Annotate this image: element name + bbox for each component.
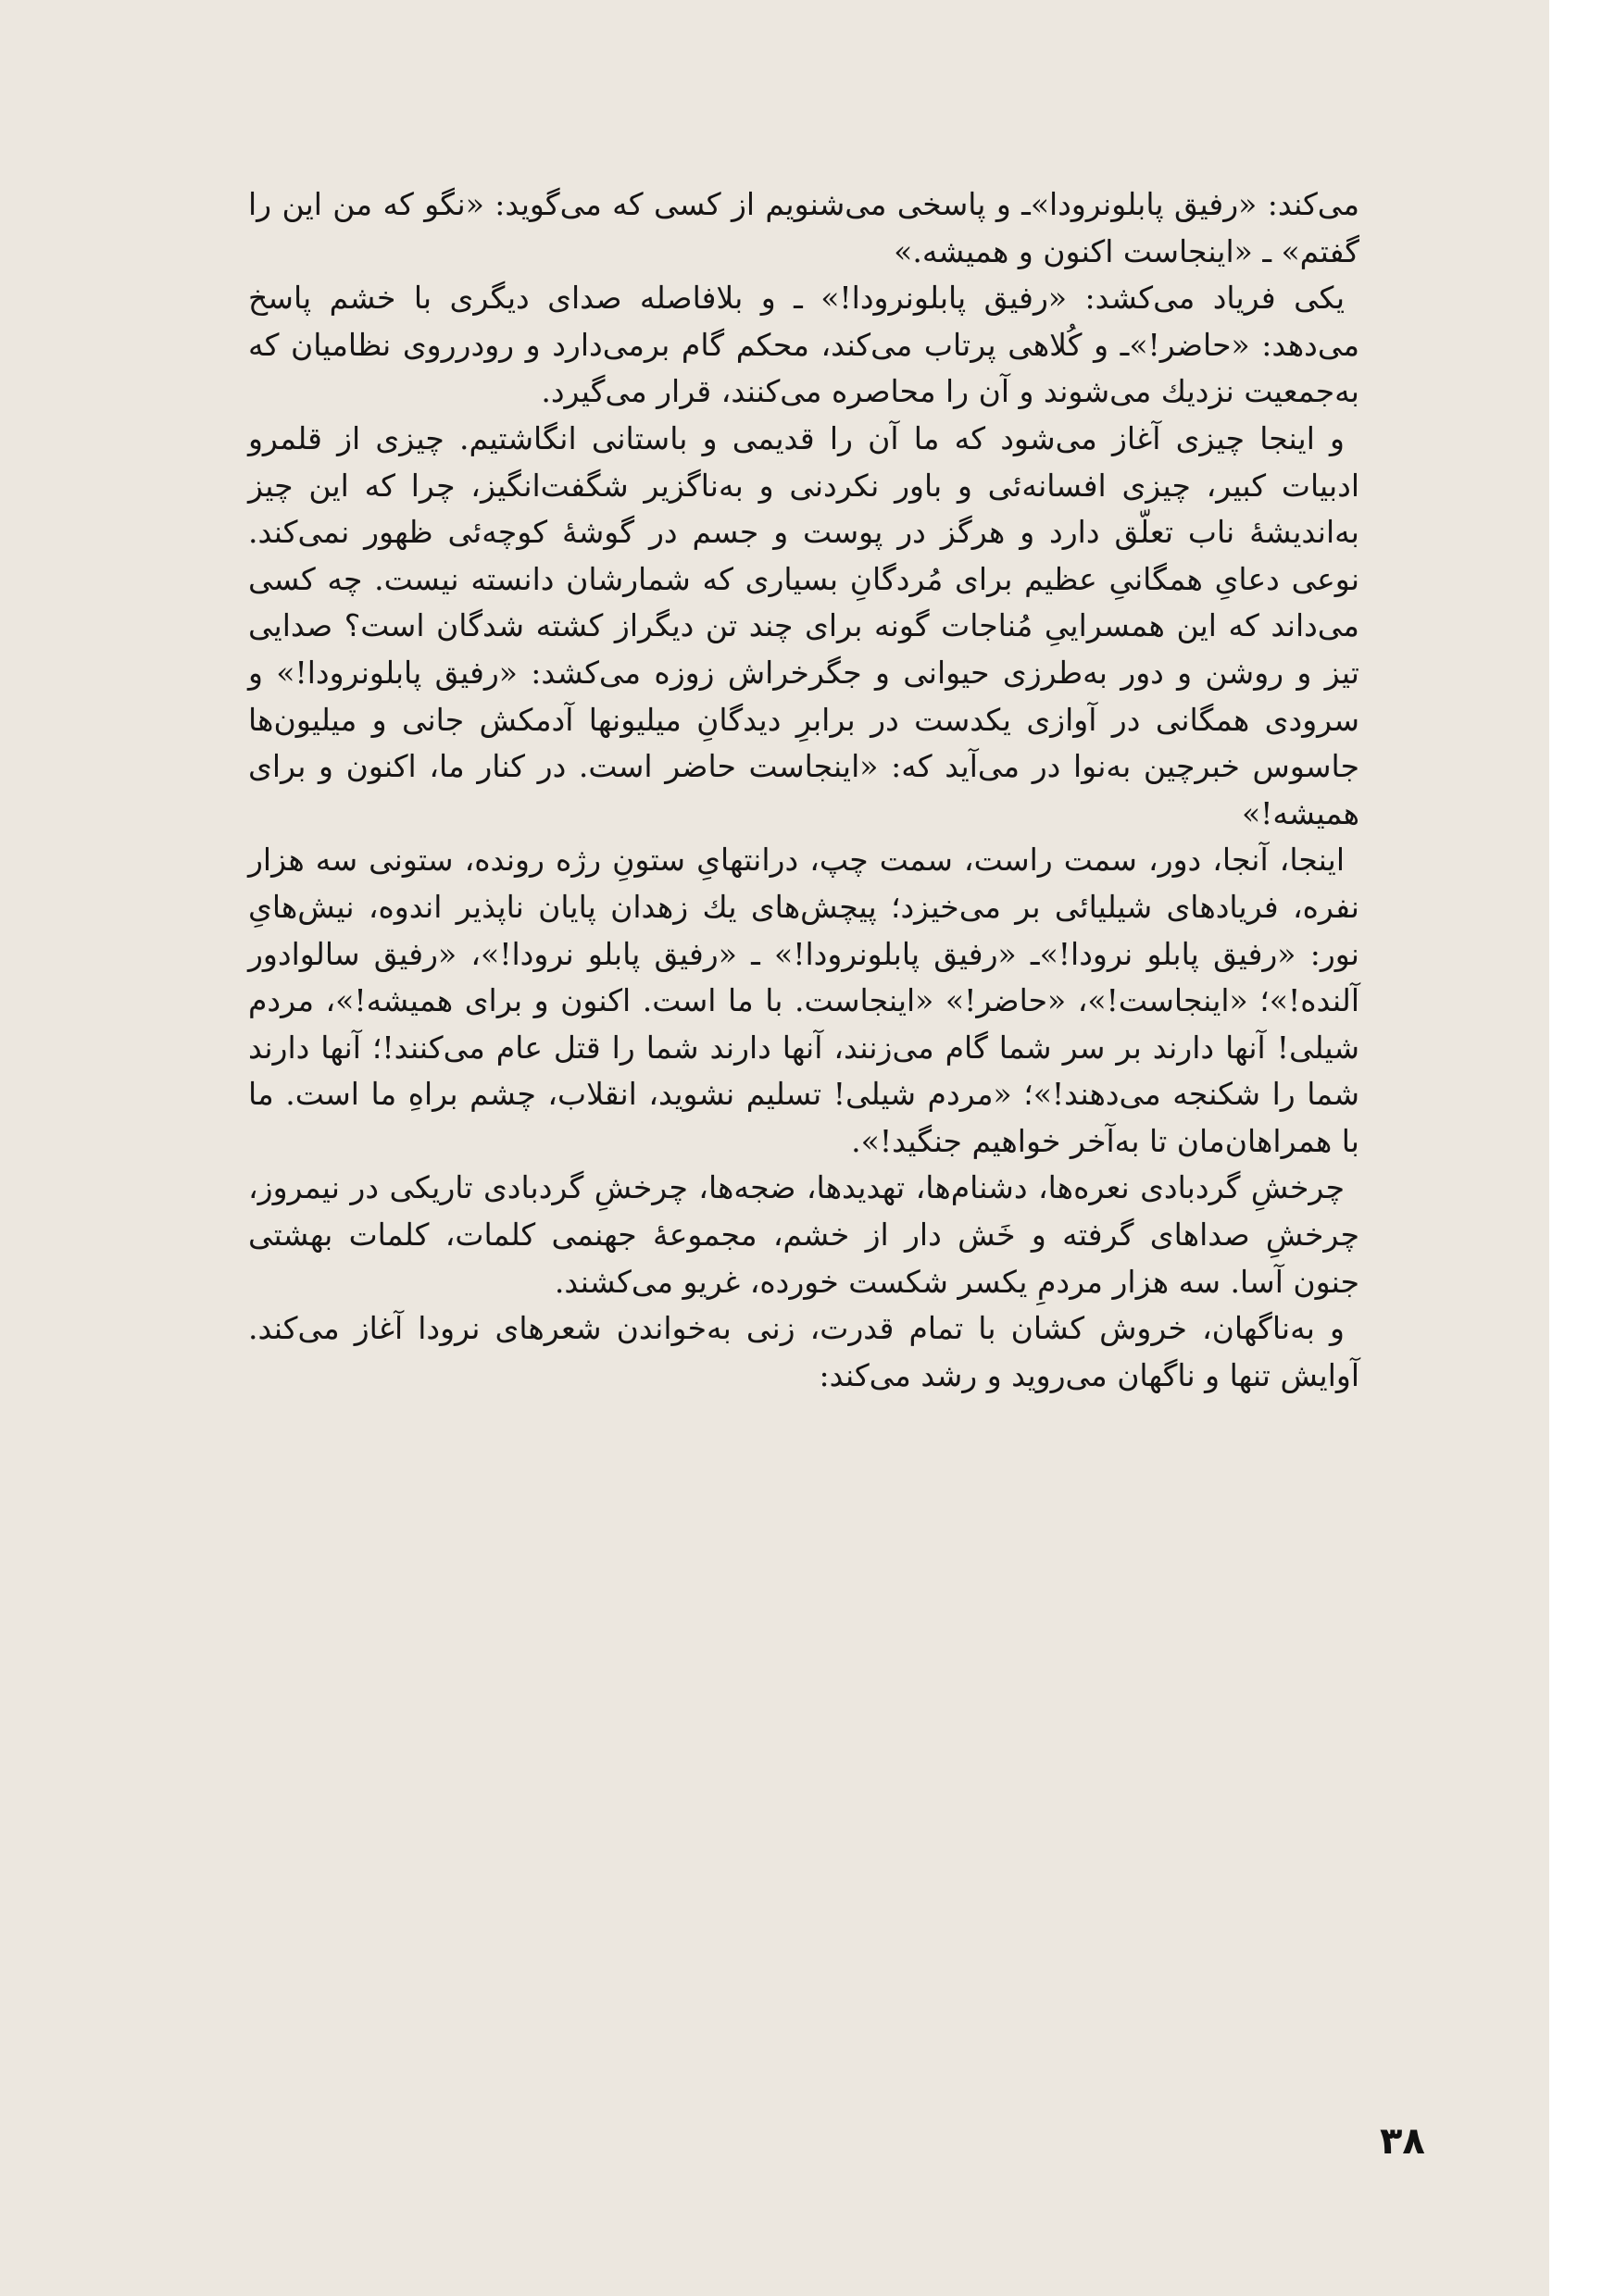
- paragraph-6: و به‌ناگهان، خروش کشان با تمام قدرت، زنی به‌خواندن شعرهای نرودا آغاز می‌کند. آوایش تنها و ناگهان می‌روید و رشد می‌کند:: [248, 1310, 1359, 1393]
- body-text: [248, 181, 1359, 1399]
- scan-margin: [1549, 0, 1615, 2296]
- paragraph-3: و اینجا چیزی آغاز می‌شود که ما آن را قدیمی و باستانی انگاشتیم. چیزی از قلمرو ادبیات کبیر، چیزی افسانه‌ئی و باور نکردنی و به‌ناگزیر شگفت‌انگیز، چرا که این چیز به‌اندیشهٔ ناب تعلّق دارد و هرگز در پوست و جسم در گوشهٔ کوچه‌ئی ظهور نمی‌کند. نوعی دعایِ همگانیِ عظیم برای مُردگانِ بسیاری که شمارشان دانسته نیست. چه کسی می‌داند که این همسراییِ مُناجات گونه برای چند تن دیگراز کشته شدگان است؟ صدایی تیز و روشن و دور به‌طرزی حیوانی و جگرخراش زوزه می‌کشد: «رفیق پابلونرودا!» و سرودی همگانی در آوازی یکدست در برابرِ دیدگانِ میلیونها آدمکش جانی و میلیون‌ها جاسوس خبرچین به‌نوا در می‌آید که: «اینجاست حاضر است. در کنار ما، اکنون و برای همیشه!»: [248, 419, 1359, 831]
- paragraph-2: یکی فریاد می‌کشد: «رفیق پابلونرودا!» ـ و بلافاصله صدای دیگری با خشم پاسخ می‌دهد: «حاضر!»ـ و کُلاهی پرتاب می‌کند، محکم گام برمی‌دارد و رودرروی نظامیان که به‌جمعیت نزدیك می‌شوند و آن را محاصره می‌کنند، قرار می‌گیرد.: [248, 280, 1359, 410]
- page-number: ۳۸: [1380, 2120, 1425, 2163]
- paragraph-1: می‌کند: «رفیق پابلونرودا»ـ و پاسخی می‌شنویم از کسی که می‌گوید: «نگو که من این را گفتم» ـ «اینجاست اکنون و همیشه.»: [248, 186, 1359, 269]
- paragraph-4: اینجا، آنجا، دور، سمت راست، سمت چپ، درانتهایِ ستونِ رژه رونده، ستونی سه هزار نفره، فریادهای شیلیائی بر می‌خیزد؛ پیچش‌های یك زهدان پایان ناپذیر اندوه، نیش‌هایِ نور: «رفیق پابلو نرودا!»ـ «رفیق پابلونرودا!» ـ «رفیق پابلو نرودا!»، «رفیق سالوادور آلنده!»؛ «اینجاست!»، «حاضر!» «اینجاست. با ما است. اکنون و برای همیشه!»، مردم شیلی! آنها دارند بر سر شما گام می‌زنند، آنها دارند شما را قتل عام می‌کنند!؛ آنها دارند شما را شکنجه می‌دهند!»؛ «مردم شیلی! تسلیم نشوید، انقلاب، چشم براهِ ما است. ما با همراهان‌مان تا به‌آخر خواهیم جنگید!».: [248, 842, 1359, 1159]
- paragraph-5: چرخشِ گردبادی نعره‌ها، دشنام‌ها، تهدیدها، ضجه‌ها، چرخشِ گردبادی تاریکی در نیمروز، چرخشِ صداهای گرفته و خَش دار از خشم، مجموعهٔ جهنمی کلمات، کلمات بهشتی جنون آسا. سه هزار مردمِ یکسر شکست خورده، غریو می‌کشند.: [248, 1169, 1359, 1300]
